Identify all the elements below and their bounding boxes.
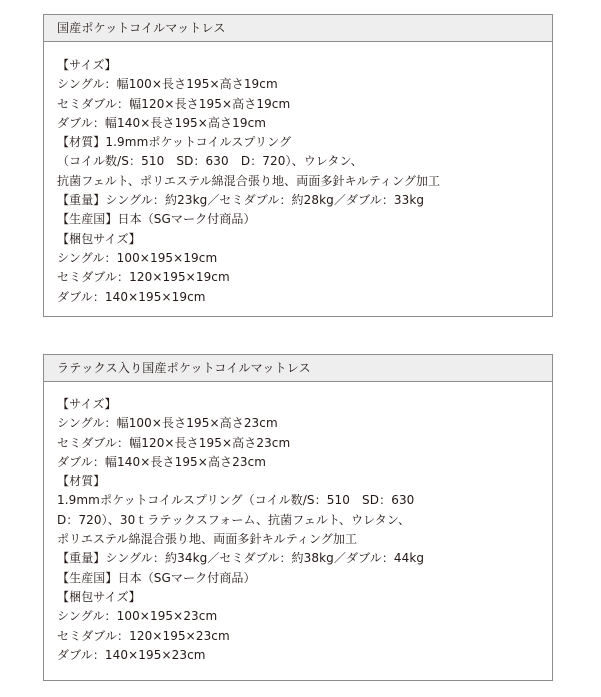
spec-line-size-semidouble: セミダブル：幅120×長さ195×高さ19cm bbox=[57, 96, 291, 111]
spec-line-package-double: ダブル：140×195×23cm bbox=[57, 647, 206, 662]
spec-line-size-semidouble: セミダブル：幅120×長さ195×高さ23cm bbox=[57, 435, 291, 450]
spec-line-size-double: ダブル：幅140×長さ195×高さ19cm bbox=[57, 115, 267, 130]
spec-line-material-heading: 【材質】 bbox=[57, 474, 106, 489]
spec-line-package-single: シングル：100×195×19cm bbox=[57, 250, 218, 265]
spec-line-material: 【材質】1.9mmポケットコイルスプリング bbox=[57, 135, 292, 150]
spec-line-material-coil-count: （コイル数/S：510 SD：630 D：720）、ウレタン、 bbox=[57, 154, 363, 169]
spec-table-body bbox=[44, 42, 552, 307]
spec-line-package-double: ダブル：140×195×19cm bbox=[57, 289, 206, 304]
spec-line-material-fabric: 抗菌フェルト、ポリエステル綿混合張り地、両面多針キルティング加工 bbox=[57, 173, 441, 188]
spec-table-latex-pocket-coil bbox=[43, 354, 553, 681]
spec-line-origin: 【生産国】日本（SGマーク付商品） bbox=[57, 212, 256, 227]
spec-line-size-double: ダブル：幅140×長さ195×高さ23cm bbox=[57, 454, 267, 469]
spec-line-size-heading: 【サイズ】 bbox=[57, 58, 117, 72]
spec-table-pocket-coil bbox=[43, 14, 553, 317]
spec-table-title: ラテックス入り国産ポケットコイルマットレス bbox=[44, 355, 552, 382]
spec-line-weight: 【重量】シングル：約34kg／セミダブル：約38kg／ダブル：44kg bbox=[57, 551, 425, 566]
spec-line-material-latex: D：720）、30ｔラテックスフォーム、抗菌フェルト、ウレタン、 bbox=[57, 512, 411, 527]
spec-line-origin: 【生産国】日本（SGマーク付商品） bbox=[57, 570, 256, 585]
spec-line-package-semidouble: セミダブル：120×195×19cm bbox=[57, 270, 230, 285]
spec-line-package-heading: 【梱包サイズ】 bbox=[57, 231, 141, 246]
spec-table-title: 国産ポケットコイルマットレス bbox=[44, 15, 552, 42]
spec-line-package-semidouble: セミダブル：120×195×23cm bbox=[57, 628, 230, 643]
spec-line-material-coil: 1.9mmポケットコイルスプリング（コイル数/S：510 SD：630 bbox=[57, 493, 415, 508]
spec-table-body bbox=[44, 382, 552, 665]
spec-line-material-fabric: ポリエステル綿混合張り地、両面多針キルティング加工 bbox=[57, 532, 358, 547]
spec-line-size-single: シングル：幅100×長さ195×高さ19cm bbox=[57, 77, 278, 92]
spec-line-weight: 【重量】シングル：約23kg／セミダブル：約28kg／ダブル：33kg bbox=[57, 193, 425, 208]
spec-line-package-heading: 【梱包サイズ】 bbox=[57, 589, 141, 604]
spec-line-size-heading: 【サイズ】 bbox=[57, 397, 117, 411]
spec-line-package-single: シングル：100×195×23cm bbox=[57, 609, 218, 624]
spec-line-size-single: シングル：幅100×長さ195×高さ23cm bbox=[57, 416, 278, 431]
